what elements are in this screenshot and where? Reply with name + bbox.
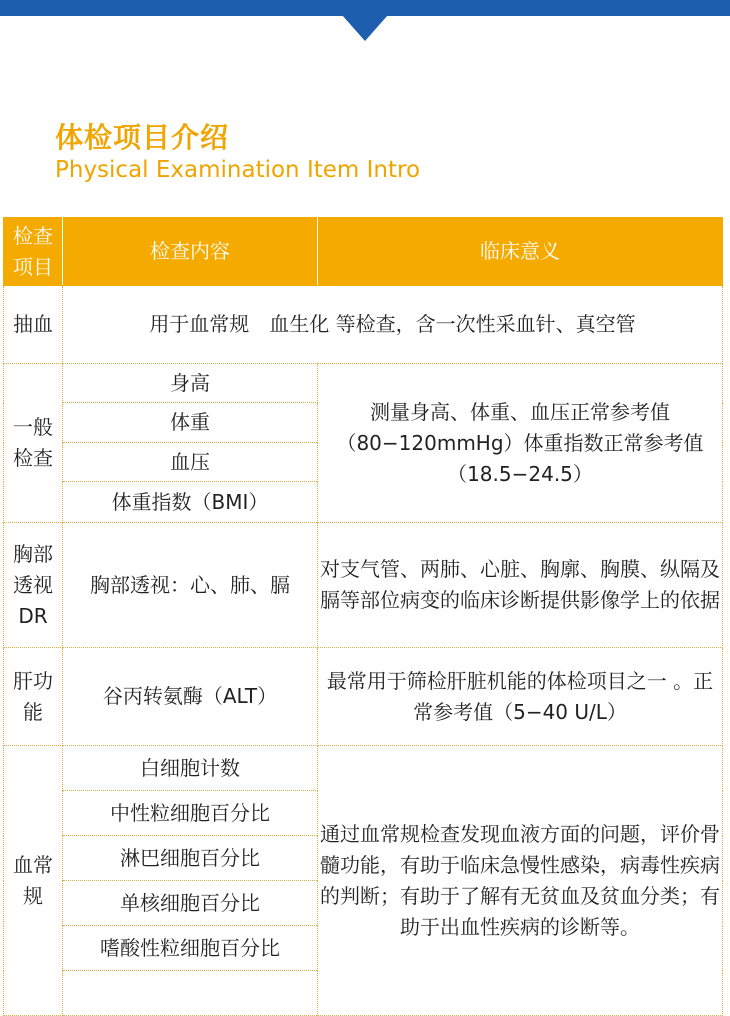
category-cell: 肝功能 bbox=[4, 648, 63, 746]
section-title: 体检项目介绍 bbox=[55, 121, 230, 154]
category-cell: 抽血 bbox=[4, 286, 63, 364]
category-cell: 胸部透视DR bbox=[4, 523, 63, 648]
meaning-cell: 测量身高、体重、血压正常参考值（80−120mmHg）体重指数正常参考值（18.5−24.5） bbox=[318, 364, 723, 523]
content-cell: 体重指数（BMI） bbox=[63, 482, 318, 523]
table-row bbox=[4, 648, 723, 746]
content-cell: 淋巴细胞百分比 bbox=[63, 836, 318, 881]
table-row bbox=[4, 523, 723, 648]
category-cell: 一般检查 bbox=[4, 364, 63, 523]
top-banner-bar bbox=[0, 0, 730, 16]
banner-chevron-down-icon bbox=[342, 15, 388, 41]
content-cell: 血压 bbox=[63, 443, 318, 482]
header-meaning: 临床意义 bbox=[318, 218, 723, 286]
content-cell: 单核细胞百分比 bbox=[63, 881, 318, 926]
content-cell: 体重 bbox=[63, 403, 318, 443]
section-subtitle: Physical Examination Item Intro bbox=[55, 157, 421, 183]
table-header-row bbox=[4, 218, 723, 286]
meaning-cell: 通过血常规检查发现血液方面的问题，评价骨髓功能，有助于临床急慢性感染，病毒性疾病的判断；有助于了解有无贫血及贫血分类；有助于出血性疾病的诊断等。 bbox=[318, 746, 723, 1016]
table-row bbox=[4, 746, 723, 791]
header-category: 检查项目 bbox=[4, 218, 63, 286]
content-cell: 中性粒细胞百分比 bbox=[63, 791, 318, 836]
table-row bbox=[4, 364, 723, 403]
category-cell: 血常规 bbox=[4, 746, 63, 1016]
meaning-cell: 最常用于筛检肝脏机能的体检项目之一 。正常参考值（5−40 U/L） bbox=[318, 648, 723, 746]
exam-items-table bbox=[3, 217, 723, 1016]
content-cell: 胸部透视：心、肺、膈 bbox=[63, 523, 318, 648]
content-cell bbox=[63, 971, 318, 1016]
content-cell: 谷丙转氨酶（ALT） bbox=[63, 648, 318, 746]
content-cell: 嗜酸性粒细胞百分比 bbox=[63, 926, 318, 971]
header-content: 检查内容 bbox=[63, 218, 318, 286]
content-cell: 白细胞计数 bbox=[63, 746, 318, 791]
content-cell: 身高 bbox=[63, 364, 318, 403]
table-row bbox=[4, 286, 723, 364]
meaning-cell: 对支气管、两肺、心脏、胸廓、胸膜、纵隔及膈等部位病变的临床诊断提供影像学上的依据 bbox=[318, 523, 723, 648]
content-cell: 用于血常规 血生化 等检查，含一次性采血针、真空管 bbox=[63, 286, 723, 364]
